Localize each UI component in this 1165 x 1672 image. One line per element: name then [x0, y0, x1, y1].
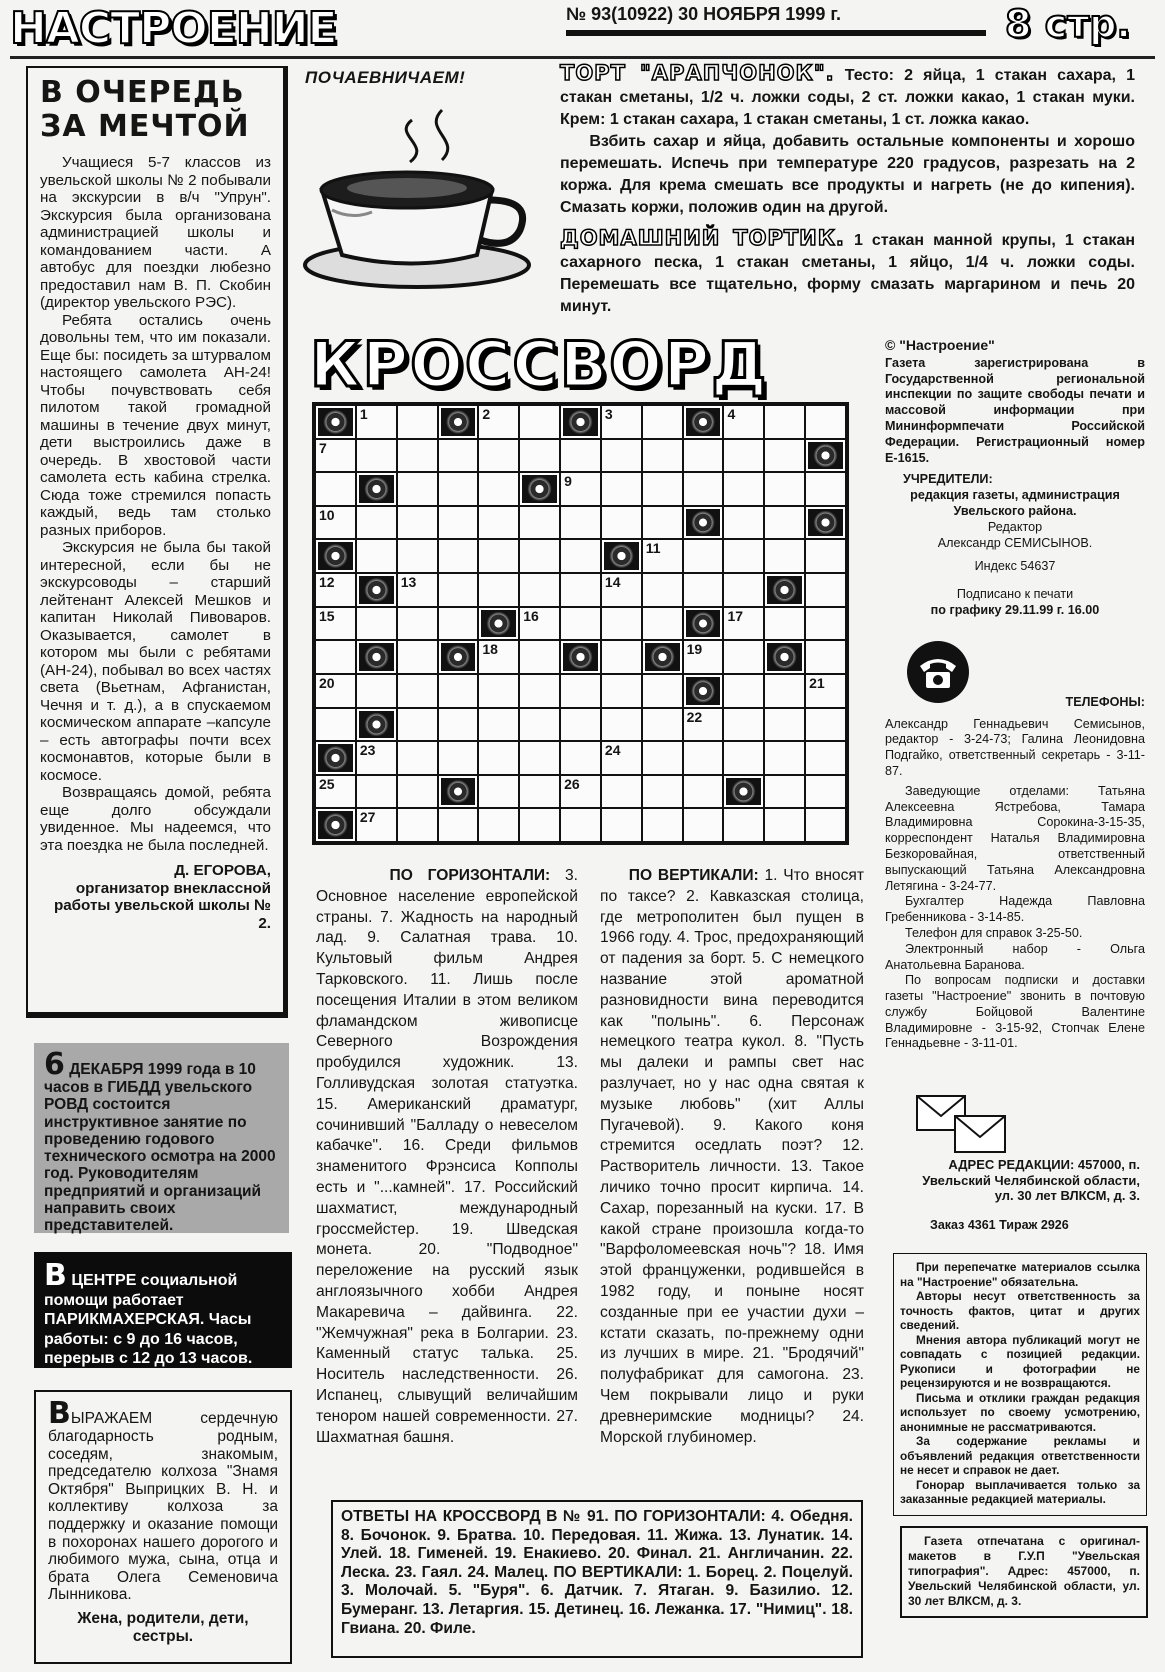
crossword-number: 2 — [482, 406, 491, 422]
note: При перепечатке материалов ссылка на "Настроение" обязательна. — [900, 1260, 1140, 1289]
notice-dropcap: В — [48, 1396, 71, 1431]
crossword-cell[interactable] — [642, 708, 683, 742]
article-title-line2: ЗА МЕЧТОЙ — [40, 109, 250, 144]
crossword-cell[interactable] — [315, 708, 356, 742]
founders: редакция газеты, администрация Увельского района. — [910, 488, 1120, 518]
crossword-block-cell — [560, 640, 601, 674]
crossword-cell[interactable] — [723, 708, 764, 742]
clues-down-heading: ПО ВЕРТИКАЛИ: — [628, 867, 759, 884]
crossword-cell[interactable] — [478, 775, 519, 809]
crossword-cell[interactable] — [438, 539, 479, 573]
crossword-cell[interactable] — [315, 674, 356, 708]
crossword-block-cell — [764, 573, 805, 607]
crossword-block-cell — [478, 607, 519, 641]
crossword-cell[interactable] — [642, 741, 683, 775]
crossword-cell[interactable] — [723, 607, 764, 641]
crossword-cell[interactable] — [764, 506, 805, 540]
crossword-cell[interactable] — [723, 472, 764, 506]
crossword-cell[interactable] — [683, 741, 724, 775]
crossword-cell[interactable] — [764, 674, 805, 708]
copyright: © "Настроение" — [885, 337, 995, 353]
recipe-1 — [560, 62, 1135, 219]
crossword-cell[interactable] — [397, 640, 438, 674]
crossword-cell[interactable] — [478, 741, 519, 775]
crossword-cell[interactable] — [601, 775, 642, 809]
crossword-block-cell — [683, 405, 724, 439]
crossword-cell[interactable] — [560, 439, 601, 473]
crossword-block-cell — [519, 472, 560, 506]
recipe-1-method: Взбить сахар и яйца, добавить остальные компоненты и хорошо перемешать. Испечь при температуре 220 градусов, разрезать на 2 коржа. Для крема смешать все продукты и нагреть (не до кипения). Смазать коржи, положив один на другой. — [560, 133, 1136, 216]
crossword-cell[interactable] — [560, 808, 601, 842]
crossword-cell[interactable] — [356, 439, 397, 473]
crossword-number: 27 — [359, 809, 376, 826]
crossword-cell[interactable] — [478, 640, 519, 674]
crossword-cell[interactable] — [397, 674, 438, 708]
crossword-cell[interactable] — [805, 674, 846, 708]
crossword-cell[interactable] — [397, 472, 438, 506]
crossword-cell[interactable] — [642, 405, 683, 439]
crossword-cell[interactable] — [560, 539, 601, 573]
crossword-cell[interactable] — [601, 674, 642, 708]
phones-typing: Электронный набор - Ольга Анатольевна Баранова. — [885, 941, 1145, 972]
crossword-cell[interactable] — [560, 708, 601, 742]
printer-info — [900, 1526, 1148, 1618]
note: Авторы несут ответственность за точность фактов, цитат и других сведений. — [900, 1289, 1140, 1332]
crossword-cell[interactable] — [519, 439, 560, 473]
crossword-cell[interactable] — [478, 573, 519, 607]
crossword-cell[interactable] — [438, 741, 479, 775]
crossword-cell[interactable] — [601, 640, 642, 674]
clues-down-text: 1. Что вносят по таксе? 2. Кавказская столица, где метрополитен был пущен в 1966 году. 4. Трос, предохраняющий от падения за борт. 5. С немецкого название этой ароматной разновидности вина переводится как "полынь". 6. Персонаж немецкого театра кукол. 8. "Пусть мы далеки и рампы свет нас разлучает, но у нас одна святая к музыке любовь" (хит Аллы Пугачевой). 9. Какого коня стремится оседлать поэт? 12. Растворитель личности. 13. Такое личико точно просит кирпича. 14. Сахар, порезанный на куски. 17. В какой стране произошла когда-то "Варфоломеевская ночь"? 18. Имя этой француженки, родившейся в 1982 году, и поныне носят созданные при ее участии духи – кстати сказать, по-прежнему одни из лучших в мире. 21. "Бродячий" полуфабрикат для самогона. 23. Чем покрывали лицо и руки древнеримские модницы? 24. Морской глубиномер. — [600, 867, 864, 1446]
crossword-cell[interactable] — [560, 607, 601, 641]
recipes — [560, 62, 1135, 326]
crossword-cell[interactable] — [315, 573, 356, 607]
crossword-cell[interactable] — [601, 708, 642, 742]
crossword-number: 14 — [604, 574, 621, 591]
crossword-cell[interactable] — [315, 775, 356, 809]
crossword-cell[interactable] — [560, 775, 601, 809]
crossword-cell[interactable] — [723, 808, 764, 842]
masthead: НАСТРОЕНИЕ — [10, 3, 337, 54]
crossword-cell[interactable] — [642, 506, 683, 540]
crossword-block-cell — [315, 405, 356, 439]
crossword-cell[interactable] — [723, 741, 764, 775]
crossword-number: 11 — [645, 540, 661, 557]
clues-across-heading: ПО ГОРИЗОНТАЛИ: — [389, 867, 551, 884]
crossword-number: 15 — [319, 607, 335, 624]
article-box — [26, 66, 288, 1018]
note: Гонорар выплачивается только за заказанные редакцией материалы. — [900, 1477, 1140, 1506]
crossword-cell[interactable] — [805, 741, 846, 775]
crossword-block-cell — [438, 640, 479, 674]
crossword-cell[interactable] — [519, 808, 560, 842]
crossword-number: 19 — [686, 641, 703, 658]
crossword-cell[interactable] — [560, 472, 601, 506]
crossword-block-cell — [356, 640, 397, 674]
crossword-cell[interactable] — [642, 808, 683, 842]
coffee-cup-illustration — [292, 100, 532, 290]
crossword-cell[interactable] — [805, 775, 846, 809]
crossword-cell[interactable] — [764, 775, 805, 809]
crossword-block-cell — [683, 607, 724, 641]
crossword-cell[interactable] — [642, 775, 683, 809]
crossword-number: 22 — [686, 708, 703, 725]
crossword-cell[interactable] — [683, 708, 724, 742]
crossword-cell[interactable] — [315, 506, 356, 540]
crossword-cell[interactable] — [519, 674, 560, 708]
crossword-cell[interactable] — [764, 439, 805, 473]
printer-text: Газета отпечатана с оригинал-макетов в Г.У.П "Увельская типография". Адрес: 457000, п. Увельский Челябинской области, ул. 30 лет ВЛКСМ, д. 3. — [908, 1534, 1140, 1608]
crossword-cell[interactable] — [397, 573, 438, 607]
signed-schedule: по графику 29.11.99 г. 16.00 — [930, 602, 1100, 617]
crossword-cell[interactable] — [519, 573, 560, 607]
crossword-cell[interactable] — [601, 405, 642, 439]
crossword-cell[interactable] — [601, 808, 642, 842]
article-paragraph: Возвращаясь домой, ребята еще долго обсуждали увиденное. Мы надеемся, что эта поездка не была последней. — [40, 784, 271, 854]
crossword-block-cell — [315, 741, 356, 775]
crossword-cell[interactable] — [356, 808, 397, 842]
phones-heading: ТЕЛЕФОНЫ: — [1065, 694, 1145, 709]
article-signature — [40, 862, 271, 932]
crossword-cell[interactable] — [601, 506, 642, 540]
crossword-number: 9 — [564, 473, 572, 490]
crossword-number: 24 — [604, 742, 621, 759]
notice-dropcap: В — [44, 1258, 67, 1293]
editor-role: Редактор — [987, 519, 1043, 534]
crossword-cell[interactable] — [723, 539, 764, 573]
crossword-block-cell — [315, 808, 356, 842]
crossword-cell[interactable] — [642, 472, 683, 506]
crossword-cell[interactable] — [397, 439, 438, 473]
crossword-cell[interactable] — [601, 741, 642, 775]
crossword-cell[interactable] — [723, 439, 764, 473]
crossword-cell[interactable] — [478, 439, 519, 473]
note: Мнения автора публикаций могут не совпадать с позицией редакции. Рукописи и фотографии не рецензируются и не возвращаются. — [900, 1332, 1140, 1390]
crossword-cell[interactable] — [356, 506, 397, 540]
crossword-number: 4 — [727, 406, 736, 422]
crossword-cell[interactable] — [478, 808, 519, 842]
crossword-cell[interactable] — [683, 640, 724, 674]
crossword-cell[interactable] — [478, 674, 519, 708]
crossword-cell[interactable] — [601, 472, 642, 506]
crossword-cell[interactable] — [438, 674, 479, 708]
crossword-cell[interactable] — [683, 472, 724, 506]
header-rule — [566, 30, 986, 36]
crossword-cell[interactable] — [560, 573, 601, 607]
article-title — [40, 76, 271, 144]
phones-info: Телефон для справок 3-25-50. — [905, 925, 1083, 940]
crossword-cell[interactable] — [519, 640, 560, 674]
crossword-cell[interactable] — [723, 506, 764, 540]
crossword-cell[interactable] — [805, 573, 846, 607]
crossword-cell[interactable] — [315, 607, 356, 641]
notice-text: ДЕКАБРЯ 1999 года в 10 часов в ГИБДД увельского РОВД состоится инструктивное занятие по проведению годового технического осмотра на 2000 год. Руководителям предприятий и организаций направить своих представителей. — [44, 1061, 276, 1235]
notice-dropcap: 6 — [44, 1047, 65, 1082]
crossword-block-cell — [601, 539, 642, 573]
clues-across-text: 3. Основное население европейской страны. 7. Жадность на народный лад. 9. Салатная трава. 10. Культовый фильм Андрея Тарковского. 11. Лишь после посещения Италии в этом великом фламандском живописце Северного Возрождения пробудился художник. 13. Голливудская золотая статуэтка. 15. Американский драматург, сочинивший "Балладу о невеселом кабачке". 16. Среди фильмов знаменитого Фрэнсиса Копполы есть и "...камней". 17. Российский шахматист, международный гроссмейстер. 19. Шведская монета. 20. "Подводное" переложение на русский язык англоязычного хобби Андрея Макаревича – дайвинга. 22. "Жемчужная" река в Болгарии. 23. Каменный статус талька. 25. Носитель наследственности. 26. Испанец, слывущий величайшим тенором нашей современности. 27. Шахматная башня. — [316, 867, 578, 1446]
recipe-2 — [560, 227, 1135, 318]
crossword-number: 13 — [400, 574, 417, 591]
crossword-answers: ОТВЕТЫ НА КРОССВОРД В № 91. ПО ГОРИЗОНТАЛИ: 4. Обедня. 8. Бочонок. 9. Братва. 10. Передовая. 11. Жижа. 13. Лунатик. 14. Улей. 18. Гименей. 19. Енакиево. 20. Финал. 21. Англичанин. 22. Леска. 23. Гаял. 24. Малец. ПО ВЕРТИКАЛИ: 1. Борец. 2. Поцелуй. 3. Молочай. 5. "Буря". 6. Датчик. 7. Ятаган. 9. Базилио. 12. Бумеранг. 13. Летаргия. 15. Детинец. 16. Лежанка. 17. "Нимиц". 18. Гвиана. 20. Филе. — [331, 1500, 863, 1658]
crossword-cell[interactable] — [356, 674, 397, 708]
crossword-block-cell — [356, 472, 397, 506]
crossword-cell[interactable] — [519, 607, 560, 641]
crossword-number: 26 — [564, 775, 580, 792]
crossword-cell[interactable] — [723, 640, 764, 674]
crossword-cell[interactable] — [397, 708, 438, 742]
crossword-number: 3 — [604, 406, 613, 422]
article-author-role: организатор внеклассной работы увельской школы № 2. — [53, 879, 271, 932]
crossword-cell[interactable] — [478, 539, 519, 573]
crossword-cell[interactable] — [764, 741, 805, 775]
crossword-cell[interactable] — [397, 741, 438, 775]
crossword-grid — [312, 402, 849, 845]
crossword-cell[interactable] — [683, 573, 724, 607]
article-author: Д. ЕГОРОВА, — [174, 862, 271, 879]
crossword-cell[interactable] — [519, 405, 560, 439]
crossword-cell[interactable] — [642, 573, 683, 607]
crossword-title: КРОССВОРД — [310, 328, 769, 401]
article-paragraph: Ребята остались очень довольны тем, что им показали. Еще бы: посидеть за штурвалом настоящего самолета АН-24! Чтобы почувствовать себя пилотом такой громадной машины в течение двух минут, дети выстроились даже в очередь. В хвостовой части самолета есть кабина стрелка. Сюда тоже стремился попасть каждый, ведь там столько разных приборов. — [40, 311, 271, 539]
crossword-cell[interactable] — [519, 506, 560, 540]
crossword-block-cell — [356, 708, 397, 742]
crossword-cell[interactable] — [683, 439, 724, 473]
crossword-cell[interactable] — [601, 607, 642, 641]
crossword-cell[interactable] — [764, 607, 805, 641]
page-number: 8 стр. — [1005, 2, 1131, 46]
crossword-block-cell — [683, 674, 724, 708]
crossword-cell[interactable] — [805, 539, 846, 573]
crossword-cell[interactable] — [764, 708, 805, 742]
editorial-address: АДРЕС РЕДАКЦИИ: 457000, п. Увельский Челябинской области, ул. 30 лет ВЛКСМ, д. 3. — [922, 1157, 1140, 1203]
barber-notice — [34, 1252, 292, 1368]
crossword-block-cell — [805, 506, 846, 540]
reprint-notes — [893, 1253, 1147, 1516]
envelope-icon — [915, 1094, 1007, 1154]
crossword-cell[interactable] — [397, 405, 438, 439]
founders-heading: УЧРЕДИТЕЛИ: — [903, 472, 993, 487]
crossword-block-cell — [438, 405, 479, 439]
crossword-cell[interactable] — [519, 741, 560, 775]
crossword-cell[interactable] — [438, 708, 479, 742]
editor-name: Александр СЕМИСЫНОВ. — [937, 535, 1093, 550]
crossword-block-cell — [315, 539, 356, 573]
crossword-cell[interactable] — [764, 808, 805, 842]
crossword-block-cell — [642, 640, 683, 674]
crossword-cell[interactable] — [601, 573, 642, 607]
registration: Газета зарегистрирована в Государственной региональной инспекции по защите свободы печати и массовой информации при Мининформпечати Российской Федерации. Регистрационный номер Е-1615. — [885, 355, 1145, 465]
crossword-block-cell — [356, 573, 397, 607]
crossword-cell[interactable] — [642, 607, 683, 641]
crossword-cell[interactable] — [764, 472, 805, 506]
clues-across — [316, 866, 578, 1448]
crossword-cell[interactable] — [642, 439, 683, 473]
article-paragraph: Экскурсия не была бы такой интересной, если бы не экскурсоводы – старший лейтенант Алексей Мешков и капитан Николай Пивоваров. Оказывается, самолет в котором мы были с ребятами (АН-24), побывал во всех частях света (Вьетнам, Афганистан, Чечня и т. д.), а в спускаемом космическом аппарате –капсуле – есть автографы почти всех космонавтов, которые были в космосе. — [40, 539, 271, 784]
crossword-cell[interactable] — [397, 607, 438, 641]
crossword-cell[interactable] — [315, 640, 356, 674]
notice-text: ЫРАЖАЕМ сердечную благодарность родным, соседям, знакомым, председателю колхоза "Знамя Октября" Выприцких В. Н. и коллективу колхоза за поддержку и оказание помощи в похоронах нашего дорогого и любимого мужа, сына, отца и брата Олега Семеновича Лынникова. — [48, 1410, 278, 1604]
crossword-cell[interactable] — [356, 539, 397, 573]
crossword-number: 17 — [727, 607, 744, 624]
crossword-cell[interactable] — [356, 607, 397, 641]
crossword-cell[interactable] — [438, 506, 479, 540]
phones-subscription: По вопросам подписки и доставки газеты "Настроение" звонить в почтовую службу Бойцовой Валентине Владимировне - 3-15-92, Стопчак Елене Геннадьевне - 3-11-01. — [885, 973, 1145, 1051]
recipes-section-title: ПОЧАЕВНИЧАЕМ! — [305, 68, 466, 87]
crossword-block-cell — [723, 775, 764, 809]
crossword-cell[interactable] — [805, 640, 846, 674]
crossword-number: 7 — [319, 439, 327, 456]
crossword-cell[interactable] — [315, 472, 356, 506]
crossword-cell[interactable] — [356, 775, 397, 809]
phones-departments: Заведующие отделами: Татьяна Алексеевна Ястребова, Тамара Владимировна Сорокина-3-15-35, корреспондент Наталья Владимировна Безкоровайная, ответственный выпускающий Татьяна Александровна Летягина - 3-24-77. — [885, 783, 1145, 893]
crossword-cell[interactable] — [560, 741, 601, 775]
notice-text: ЦЕНТРЕ социальной помощи работает ПАРИКМАХЕРСКАЯ. Часы работы: с 9 до 16 часов, перерыв с 12 до 13 часов. — [44, 1272, 253, 1367]
crossword-cell[interactable] — [478, 405, 519, 439]
crossword-cell[interactable] — [683, 808, 724, 842]
crossword-cell[interactable] — [805, 607, 846, 641]
crossword-cell[interactable] — [438, 439, 479, 473]
crossword-cell[interactable] — [397, 808, 438, 842]
crossword-block-cell — [683, 506, 724, 540]
crossword-number: 23 — [359, 742, 376, 759]
note: За содержание рекламы и объявлений редакция ответственности не несет и справок не дает. — [900, 1434, 1140, 1477]
header-divider — [10, 56, 1155, 59]
index: Индекс 54637 — [974, 559, 1056, 574]
crossword-cell[interactable] — [683, 775, 724, 809]
crossword-cell[interactable] — [397, 506, 438, 540]
crossword-block-cell — [560, 405, 601, 439]
phones-accountant: Бухгалтер Надежда Павловна Гребенникова - 3-14-85. — [885, 894, 1145, 925]
crossword-cell[interactable] — [519, 775, 560, 809]
crossword-cell[interactable] — [805, 472, 846, 506]
crossword-cell[interactable] — [723, 573, 764, 607]
article-title-line1: В ОЧЕРЕДЬ — [40, 75, 245, 110]
crossword-cell[interactable] — [560, 506, 601, 540]
crossword-number: 21 — [809, 674, 825, 691]
crossword-cell[interactable] — [478, 472, 519, 506]
crossword-cell[interactable] — [723, 405, 764, 439]
telephone-icon — [906, 640, 970, 704]
crossword-cell[interactable] — [642, 674, 683, 708]
gibdd-notice — [34, 1043, 289, 1233]
article-paragraph: Учащиеся 5-7 классов из увельской школы № 2 побывали на экскурсии в в/ч "Упрун". Экскурсия была организована администрацией школы и командованием части. А автобус для поездки любезно предоставил нам В. П. Скобин (директор увельского РЭС). — [40, 154, 271, 311]
crossword-number: 20 — [319, 674, 335, 691]
crossword-cell[interactable] — [315, 439, 356, 473]
crossword-cell[interactable] — [519, 539, 560, 573]
crossword-cell[interactable] — [438, 472, 479, 506]
crossword-number: 16 — [523, 607, 539, 624]
crossword-number: 10 — [319, 506, 335, 523]
crossword-cell[interactable] — [805, 405, 846, 439]
order-circulation: Заказ 4361 Тираж 2926 — [930, 1218, 1069, 1232]
crossword-cell[interactable] — [397, 539, 438, 573]
crossword-cell[interactable] — [642, 539, 683, 573]
crossword-number: 12 — [319, 574, 335, 591]
crossword-block-cell — [438, 775, 479, 809]
signed-to-print: Подписано к печати — [956, 587, 1074, 602]
recipe-1-ingredients: Тесто: 2 яйца, 1 стакан сахара, 1 стакан сметаны, 1/2 ч. ложки соды, 2 ст. ложки какао, 1 стакан муки. Крем: 1 стакан сахара, 1 стакан сметаны, 1 ст. ложка какао. — [560, 67, 1135, 128]
crossword-cell[interactable] — [805, 808, 846, 842]
crossword-cell[interactable] — [560, 674, 601, 708]
recipe-1-title: ТОРТ "АРАПЧОНОК". — [560, 61, 835, 85]
issue-number: № 93(10922) 30 НОЯБРЯ 1999 г. — [566, 4, 842, 24]
crossword-block-cell — [764, 640, 805, 674]
recipe-2-text: 1 стакан манной крупы, 1 стакан сахарного песка, 1 стакан сметаны, 1 яйцо, 1/4 ч. ложки соды. Перемешать все тщательно, форму смазать маргарином и печь 20 минут. — [560, 232, 1136, 315]
crossword-block-cell — [805, 439, 846, 473]
crossword-cell[interactable] — [438, 573, 479, 607]
note: Письма и отклики граждан редакция использует по своему усмотрению, анонимные не рассматриваются. — [900, 1390, 1140, 1434]
clues-down — [600, 866, 864, 1448]
crossword-cell[interactable] — [601, 439, 642, 473]
crossword-cell[interactable] — [723, 674, 764, 708]
crossword-cell[interactable] — [519, 708, 560, 742]
crossword-cell[interactable] — [438, 808, 479, 842]
crossword-number: 1 — [359, 406, 368, 422]
crossword-number: 18 — [482, 641, 498, 658]
crossword-cell[interactable] — [478, 506, 519, 540]
crossword-cell[interactable] — [438, 607, 479, 641]
crossword-cell[interactable] — [764, 405, 805, 439]
crossword-cell[interactable] — [683, 539, 724, 573]
crossword-cell[interactable] — [397, 775, 438, 809]
crossword-number: 25 — [319, 775, 335, 792]
crossword-cell[interactable] — [764, 539, 805, 573]
recipe-2-title: ДОМАШНИЙ ТОРТИК. — [560, 226, 845, 250]
crossword-cell[interactable] — [356, 405, 397, 439]
notice-signature: Жена, родители, дети, сестры. — [77, 1609, 249, 1645]
crossword-cell[interactable] — [478, 708, 519, 742]
crossword-cell[interactable] — [356, 741, 397, 775]
crossword-cell[interactable] — [805, 708, 846, 742]
phones-editor: Александр Геннадьевич Семисынов, редактор - 3-24-73; Галина Леонидовна Подгайко, ответственный секретарь - 3-11-87. — [885, 716, 1145, 778]
condolence-notice — [34, 1390, 292, 1664]
